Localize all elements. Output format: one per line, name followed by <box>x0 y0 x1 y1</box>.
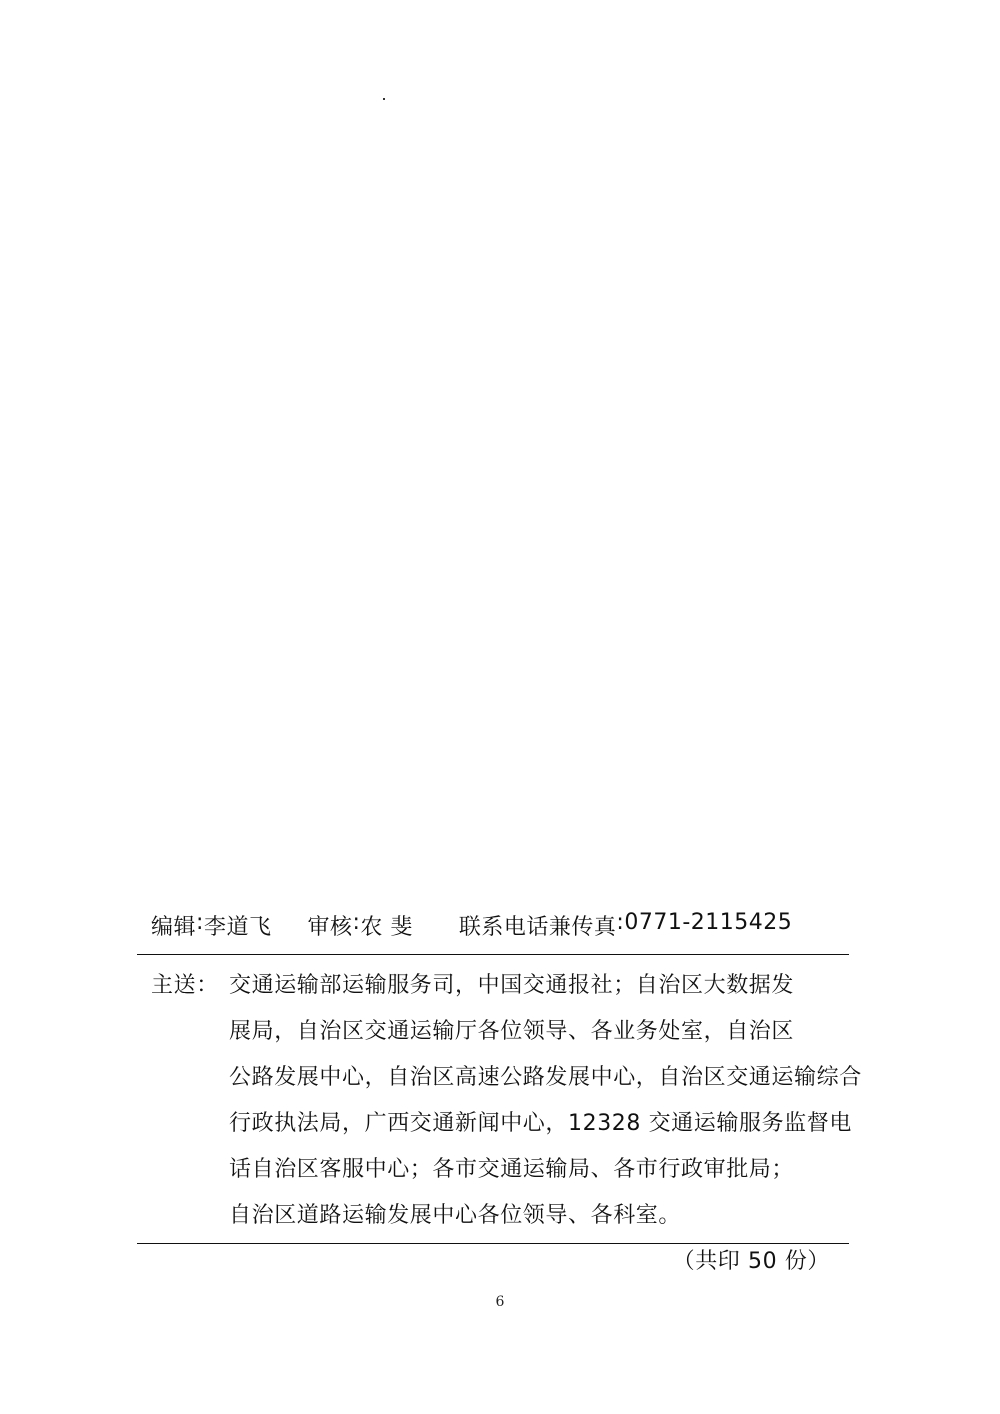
reviewer-field <box>307 910 412 941</box>
editor-label: 编辑 <box>151 915 197 940</box>
page-number: 6 <box>495 1294 505 1310</box>
contact-field <box>459 910 792 941</box>
contact-label: 联系电话兼传真 <box>458 915 617 940</box>
editor-name: 李道飞 <box>203 915 272 940</box>
document-footer <box>137 900 862 1244</box>
distribution-block <box>137 955 862 1243</box>
contact-number: 0771-2115425 <box>624 910 793 935</box>
editor-info-line <box>137 900 849 954</box>
distribution-line: 行政执法局，广西交通新闻中心，12328 交通运输服务监督电 <box>229 1111 852 1136</box>
distribution-line: 话自治区客服中心；各市交通运输局、各市行政审批局； <box>229 1157 795 1182</box>
copies-count: （共印 50 份） <box>672 1249 830 1274</box>
contact-separator: : <box>616 910 625 935</box>
editor-separator: : <box>196 910 204 935</box>
distribution-list <box>229 963 862 1239</box>
editor-field <box>151 910 271 941</box>
distribution-line: 交通运输部运输服务司，中国交通报社；自治区大数据发 <box>229 973 795 998</box>
reviewer-label: 审核 <box>307 915 353 940</box>
reviewer-separator: : <box>352 910 361 935</box>
scan-speck <box>383 98 385 100</box>
reviewer-name: 农 斐 <box>360 915 413 940</box>
distribution-line: 自治区道路运输发展中心各位领导、各科室。 <box>229 1203 682 1228</box>
distribution-line: 公路发展中心，自治区高速公路发展中心，自治区交通运输综合 <box>229 1065 862 1090</box>
distribution-label: 主送： <box>151 973 219 998</box>
distribution-line: 展局，自治区交通运输厅各位领导、各业务处室，自治区 <box>229 1019 795 1044</box>
